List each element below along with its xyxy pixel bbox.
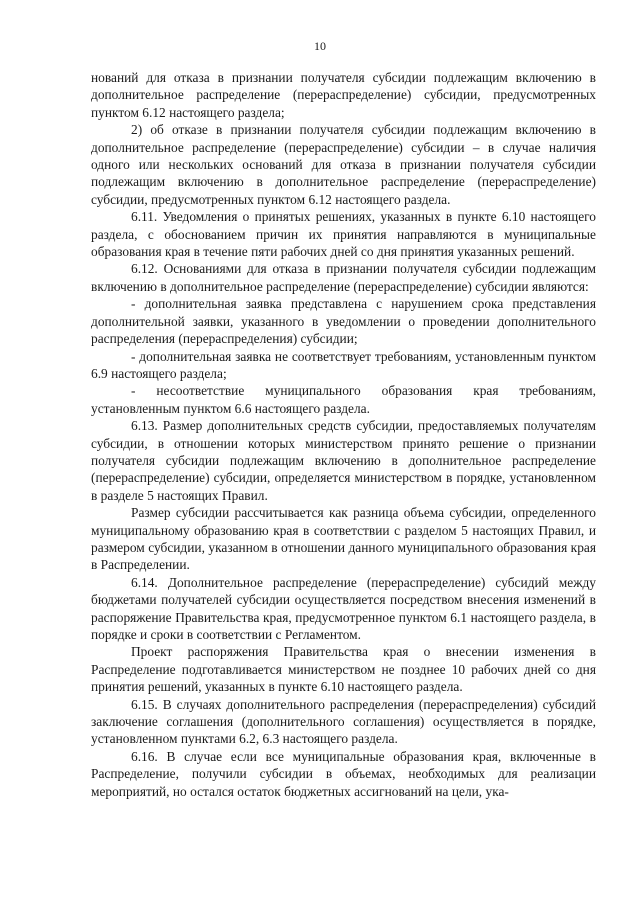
paragraph: - несоответствие муниципального образования края требованиям, установленным пунктом 6.6 настоящего раздела. bbox=[91, 383, 596, 416]
paragraph: Размер субсидии рассчитывается как разница объема субсидии, определенного муниципальному образованию края в соответствии с разделом 5 настоящих Правил, и размером субсидии, указанном в отношении данного муниципального образования края в Распределении. bbox=[91, 505, 596, 573]
paragraph: 6.12. Основаниями для отказа в признании получателя субсидии подлежащим включению в дополнительное распределение (перераспределение) субсидии являются: bbox=[91, 261, 596, 294]
paragraph: 6.13. Размер дополнительных средств субсидии, предоставляемых получателям субсидии, в отношении которых министерством принято решение о признании получателя субсидии подлежащим включению в дополнительное распределение (перераспределение) субсидии, определяется министерством в порядке, установленном в разделе 5 настоящих Правил. bbox=[91, 418, 596, 503]
paragraph: 6.14. Дополнительное распределение (перераспределение) субсидий между бюджетами получателей субсидии осуществляется посредством внесения изменений в распоряжение Правительства края, предусмотренное пунктом 6.1 настоящего раздела, в порядке и сроки в соответствии с Регламентом. bbox=[91, 574, 596, 642]
paragraph: 2) об отказе в признании получателя субсидии подлежащим включению в дополнительное распределение (перераспределение) субсидии – в случае наличия одного или нескольких оснований для отказа в признании получателя субсидии подлежащим включению в дополнительное распределение (перераспределение) субсидии, предусмотренных пунктом 6.12 настоящего раздела. bbox=[91, 122, 596, 207]
page-number: 10 bbox=[314, 39, 326, 53]
paragraph: 6.15. В случаях дополнительного распределения (перераспределения) субсидий заключение соглашения (дополнительного соглашения) осуществляется в порядке, установленном пунктами 6.2, 6.3 настоящего раздела. bbox=[91, 696, 596, 747]
paragraph: 6.11. Уведомления о принятых решениях, указанных в пункте 6.10 настоящего раздела, с обоснованием причин их принятия направляются в муниципальные образования края в течение пяти рабочих дней со дня принятия указанных решений. bbox=[91, 209, 596, 260]
document-body bbox=[91, 69, 596, 800]
paragraph: Проект распоряжения Правительства края о внесении изменения в Распределение подготавливается министерством не позднее 10 рабочих дней со дня принятия решений, указанных в пункте 6.10 настоящего раздела. bbox=[91, 644, 596, 695]
paragraph: нований для отказа в признании получателя субсидии подлежащим включению в дополнительное распределение (перераспределение) субсидии, предусмотренных пунктом 6.12 настоящего раздела; bbox=[91, 70, 596, 120]
paragraph: - дополнительная заявка представлена с нарушением срока представления дополнительной заявки, указанного в уведомлении о проведении дополнительного распределения (перераспределения) субсидии; bbox=[91, 296, 596, 347]
paragraph: 6.16. В случае если все муниципальные образования края, включенные в Распределение, получили субсидии в объемах, необходимых для реализации мероприятий, но остался остаток бюджетных ассигнований на цели, ука- bbox=[91, 748, 596, 799]
paragraph: - дополнительная заявка не соответствует требованиям, установленным пунктом 6.9 настоящего раздела; bbox=[91, 348, 596, 381]
